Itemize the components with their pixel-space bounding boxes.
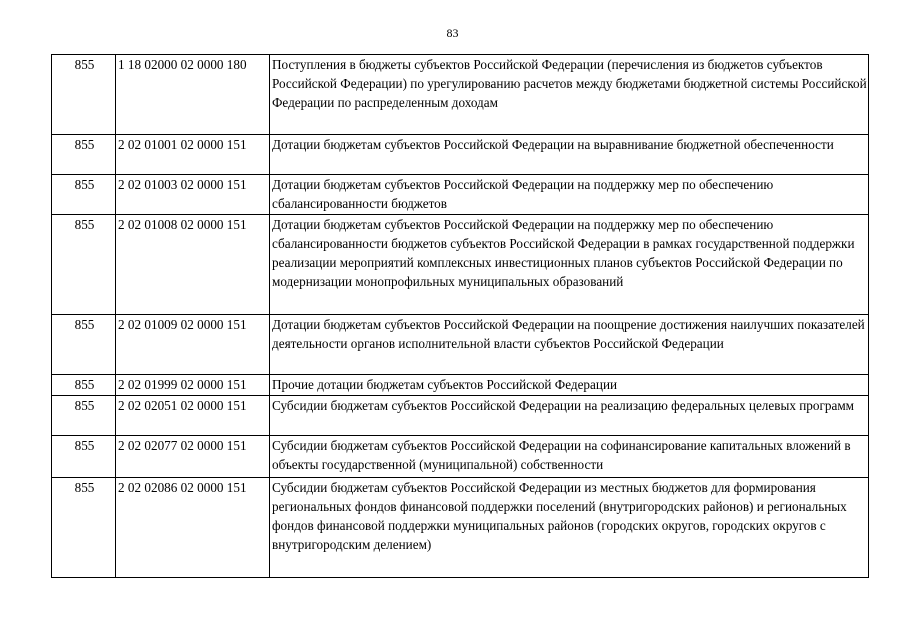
- income-name-cell: Субсидии бюджетам субъектов Российской Федерации на реализацию федеральных целевых программ: [270, 396, 869, 436]
- budget-code-cell: 2 02 01003 02 0000 151: [116, 175, 270, 215]
- budget-code-cell: 2 02 02051 02 0000 151: [116, 396, 270, 436]
- admin-code-cell: 855: [52, 396, 116, 436]
- table-row: [52, 55, 869, 135]
- table-row: [52, 175, 869, 215]
- budget-code-cell: 2 02 01009 02 0000 151: [116, 315, 270, 375]
- table-row: [52, 396, 869, 436]
- income-name-cell: Дотации бюджетам субъектов Российской Федерации на поощрение достижения наилучших показателей деятельности органов исполнительной власти субъектов Российской Федерации: [270, 315, 869, 375]
- admin-code-cell: 855: [52, 375, 116, 396]
- table-row: [52, 215, 869, 315]
- income-name-cell: Дотации бюджетам субъектов Российской Федерации на поддержку мер по обеспечению сбалансированности бюджетов: [270, 175, 869, 215]
- budget-code-cell: 2 02 01001 02 0000 151: [116, 135, 270, 175]
- budget-code-cell: 2 02 01999 02 0000 151: [116, 375, 270, 396]
- admin-code-cell: 855: [52, 315, 116, 375]
- income-name-cell: Субсидии бюджетам субъектов Российской Федерации на софинансирование капитальных вложений в объекты государственной (муниципальной) собственности: [270, 436, 869, 478]
- table-row: [52, 478, 869, 578]
- admin-code-cell: 855: [52, 215, 116, 315]
- income-name-cell: Поступления в бюджеты субъектов Российской Федерации (перечисления из бюджетов субъектов Российской Федерации) по урегулированию расчетов между бюджетами бюджетной системы Российской Федерации по распределенным доходам: [270, 55, 869, 135]
- budget-code-cell: 1 18 02000 02 0000 180: [116, 55, 270, 135]
- income-name-cell: Прочие дотации бюджетам субъектов Российской Федерации: [270, 375, 869, 396]
- income-name-cell: Субсидии бюджетам субъектов Российской Федерации из местных бюджетов для формирования региональных фондов финансовой поддержки поселений (внутригородских районов) и региональных фондов финансовой поддержки муниципальных районов (городских округов, городских округов с внутригородским делением): [270, 478, 869, 578]
- admin-code-cell: 855: [52, 135, 116, 175]
- income-name-cell: Дотации бюджетам субъектов Российской Федерации на поддержку мер по обеспечению сбалансированности бюджетов субъектов Российской Федерации в рамках государственной поддержки реализации мероприятий комплексных инвестиционных планов субъектов Российской Федерации по модернизации монопрофильных муниципальных образований: [270, 215, 869, 315]
- table-row: [52, 135, 869, 175]
- admin-code-cell: 855: [52, 55, 116, 135]
- table-row: [52, 375, 869, 396]
- budget-code-cell: 2 02 02086 02 0000 151: [116, 478, 270, 578]
- budget-classification-table: [51, 54, 869, 578]
- table-row: [52, 436, 869, 478]
- admin-code-cell: 855: [52, 436, 116, 478]
- table-row: [52, 315, 869, 375]
- page-number: 83: [446, 26, 459, 40]
- income-name-cell: Дотации бюджетам субъектов Российской Федерации на выравнивание бюджетной обеспеченности: [270, 135, 869, 175]
- admin-code-cell: 855: [52, 478, 116, 578]
- budget-code-cell: 2 02 01008 02 0000 151: [116, 215, 270, 315]
- budget-code-cell: 2 02 02077 02 0000 151: [116, 436, 270, 478]
- admin-code-cell: 855: [52, 175, 116, 215]
